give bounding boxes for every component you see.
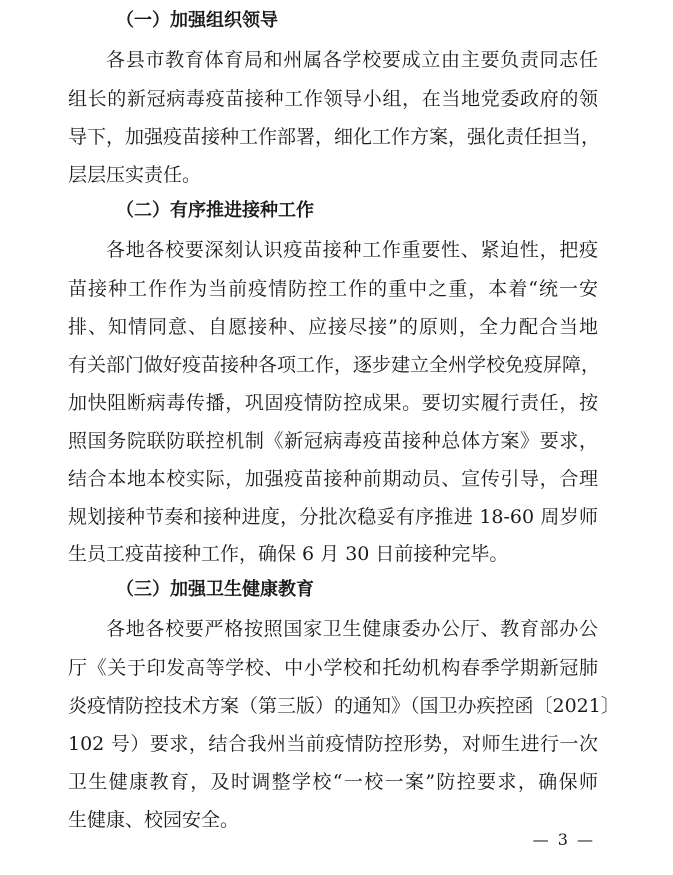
section-2-line-2: 苗接种工作作为当前疫情防控工作的重中之重，本着“统一安 [68, 278, 598, 300]
section-2-line-7: 结合本地本校实际，加强疫苗接种前期动员、宣传引导，合理 [68, 468, 598, 490]
section-1-line-4: 层层压实责任。 [68, 164, 202, 186]
section-1-heading: （一）加强组织领导 [116, 10, 278, 31]
section-2-line-5: 加快阻断病毒传播，巩固疫情防控成果。要切实履行责任，按 [68, 392, 598, 414]
section-3-line-3: 炎疫情防控技术方案（第三版）的通知》（国卫办疾控函〔2021〕 [68, 695, 620, 717]
section-3-line-6: 生健康、校园安全。 [68, 809, 240, 831]
section-1-line-3: 导下，加强疫苗接种工作部署，细化工作方案，强化责任担当， [68, 126, 601, 148]
page-number: — 3 — [532, 830, 595, 849]
section-2-line-9: 生员工疫苗接种工作，确保 6 月 30 日前接种完毕。 [68, 543, 509, 565]
section-2-line-1: 各地各校要深刻认识疫苗接种工作重要性、紧迫性，把疫 [106, 239, 598, 261]
section-3-line-2: 厅《关于印发高等学校、中小学校和托幼机构春季学期新冠肺 [68, 657, 598, 679]
section-2-line-4: 有关部门做好疫苗接种各项工作，逐步建立全州学校免疫屏障， [68, 354, 601, 376]
section-3-line-1: 各地各校要严格按照国家卫生健康委办公厅、教育部办公 [106, 618, 598, 640]
section-2-line-8: 规划接种节奏和接种进度，分批次稳妥有序推进 18-60 周岁师 [68, 506, 598, 528]
section-3-line-5: 卫生健康教育，及时调整学校“一校一案”防控要求，确保师 [68, 771, 598, 793]
section-2-line-3: 排、知情同意、自愿接种、应接尽接”的原则，全力配合当地 [68, 316, 598, 338]
section-2-heading: （二）有序推进接种工作 [116, 200, 314, 221]
section-3-line-4: 102 号）要求，结合我州当前疫情防控形势，对师生进行一次 [68, 733, 598, 755]
section-1-line-2: 组长的新冠病毒疫苗接种工作领导小组，在当地党委政府的领 [68, 88, 598, 110]
section-2-line-6: 照国务院联防联控机制《新冠病毒疫苗接种总体方案》要求， [68, 430, 598, 452]
section-3-heading: （三）加强卫生健康教育 [116, 579, 314, 600]
section-1-line-1: 各县市教育体育局和州属各学校要成立由主要负责同志任 [106, 49, 598, 71]
